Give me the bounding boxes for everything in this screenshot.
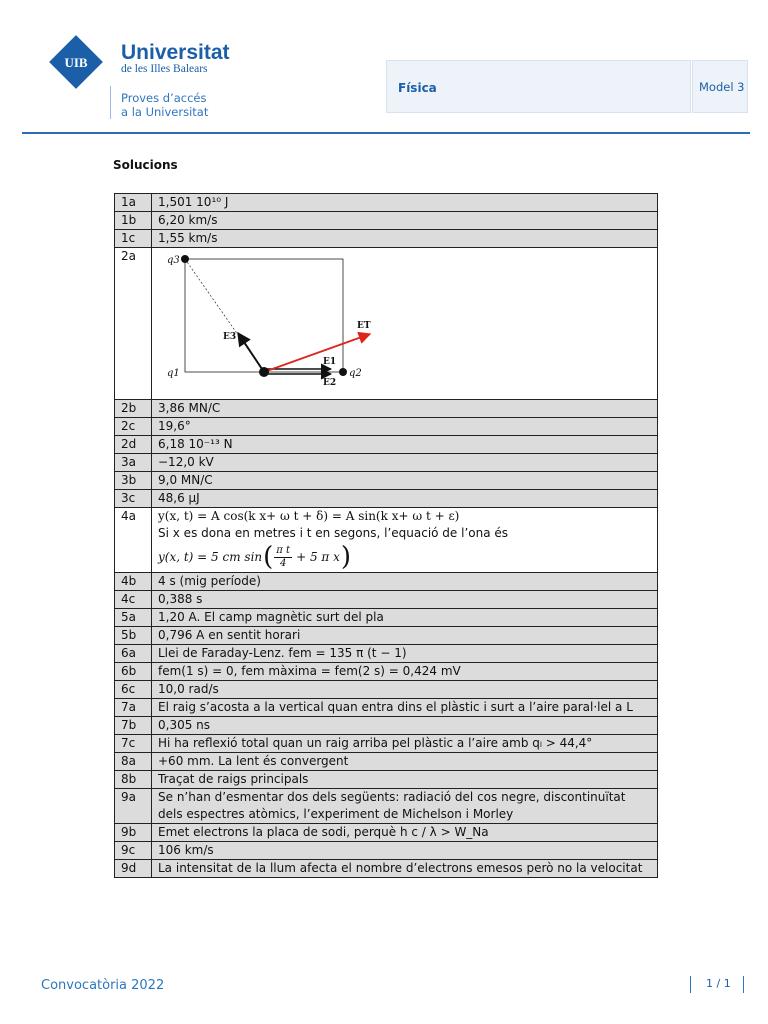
- question-number: 9d: [115, 860, 152, 878]
- answer-value: 6,18 10⁻¹³ N: [152, 436, 658, 454]
- answer-4a-line-2: Si x es dona en metres i t en segons, l’equació de l’ona és: [158, 526, 509, 540]
- table-row: [115, 230, 658, 248]
- answer-value: Se n’han d’esmentar dos dels següents: radiació del cos negre, discontinuïtat dels espectres atòmics, l’experiment de Michelson i Morley: [152, 789, 658, 824]
- question-number: 7a: [115, 699, 152, 717]
- answer-value: 9,0 MN/C: [152, 472, 658, 490]
- eq-paren-close: ): [340, 542, 352, 572]
- answer-value: −12,0 kV: [152, 454, 658, 472]
- question-number: 8a: [115, 753, 152, 771]
- charge-q3: [181, 255, 189, 263]
- label-q3: q3: [167, 255, 180, 266]
- label-e3: E3: [223, 332, 237, 342]
- eq-paren-open: (: [263, 542, 274, 572]
- table-row: [115, 609, 658, 627]
- label-e2: E2: [323, 378, 337, 388]
- answer-value: 0,305 ns: [152, 717, 658, 735]
- footer-divider-right: [743, 976, 744, 993]
- eq-tail: + 5 π x: [296, 549, 340, 564]
- question-number: 8b: [115, 771, 152, 789]
- question-number: 9b: [115, 824, 152, 842]
- table-row: [115, 735, 658, 753]
- table-row: [115, 212, 658, 230]
- table-row: [115, 789, 658, 824]
- answer-value: 1,55 km/s: [152, 230, 658, 248]
- question-number: 9a: [115, 789, 152, 824]
- model-box: [692, 60, 748, 113]
- question-number: 9c: [115, 842, 152, 860]
- answer-equation-cell: [152, 508, 658, 573]
- eq-fraction: [274, 545, 292, 570]
- question-number: 3c: [115, 490, 152, 508]
- table-row: [115, 573, 658, 591]
- table-row: [115, 645, 658, 663]
- answer-value: 48,6 μJ: [152, 490, 658, 508]
- e3-vector: [238, 333, 264, 372]
- answer-value: 10,0 rad/s: [152, 681, 658, 699]
- question-number: 1a: [115, 194, 152, 212]
- label-q1: q1: [167, 368, 180, 379]
- answer-value: +60 mm. La lent és convergent: [152, 753, 658, 771]
- field-diagram: [158, 248, 388, 399]
- solutions-table: [114, 193, 658, 878]
- university-subtitle: de les Illes Balears: [121, 63, 208, 75]
- table-row: [115, 508, 658, 573]
- table-row: [115, 753, 658, 771]
- question-number: 2d: [115, 436, 152, 454]
- table-row: [115, 824, 658, 842]
- answer-figure-cell: [152, 248, 658, 400]
- answer-value: fem(1 s) = 0, fem màxima = fem(2 s) = 0,424 mV: [152, 663, 658, 681]
- uib-logo-text: UIB: [64, 55, 88, 70]
- uib-logo: [48, 34, 104, 90]
- question-number: 6a: [115, 645, 152, 663]
- eq-frac-den: 4: [280, 557, 287, 569]
- table-row: [115, 627, 658, 645]
- question-number: 4a: [115, 508, 152, 573]
- label-q2: q2: [349, 368, 362, 379]
- answer-value: 1,20 A. El camp magnètic surt del pla: [152, 609, 658, 627]
- answer-value: 0,388 s: [152, 591, 658, 609]
- answer-value: 106 km/s: [152, 842, 658, 860]
- answer-value: 19,6°: [152, 418, 658, 436]
- footer-divider-left: [690, 976, 691, 993]
- question-number: 7c: [115, 735, 152, 753]
- label-et: ET: [357, 321, 371, 331]
- proves-label: [121, 91, 208, 119]
- et-vector: [264, 334, 370, 372]
- answer-value: 3,86 MN/C: [152, 400, 658, 418]
- answer-value: Hi ha reflexió total quan un raig arriba pel plàstic a l’aire amb qₗ > 44,4°: [152, 735, 658, 753]
- eq-frac-num: π t: [276, 544, 291, 556]
- question-number: 5a: [115, 609, 152, 627]
- header-rule: [22, 132, 750, 134]
- question-number: 4c: [115, 591, 152, 609]
- answer-value: La intensitat de la llum afecta el nombre d’electrons emesos però no la velocitat: [152, 860, 658, 878]
- answer-value: Emet electrons la placa de sodi, perquè h c / λ > W_Na: [152, 824, 658, 842]
- header-divider: [110, 86, 111, 119]
- model-label: Model 3: [699, 80, 745, 94]
- question-number: 1b: [115, 212, 152, 230]
- answer-value: 4 s (mig període): [152, 573, 658, 591]
- table-row: [115, 436, 658, 454]
- question-number: 5b: [115, 627, 152, 645]
- table-row: [115, 248, 658, 400]
- session-label: Convocatòria 2022: [41, 978, 165, 993]
- table-row: [115, 400, 658, 418]
- answer-value: El raig s’acosta a la vertical quan entra dins el plàstic i surt a l’aire paral·lel a L: [152, 699, 658, 717]
- table-row: [115, 194, 658, 212]
- subject-box: [386, 60, 691, 113]
- question-number: 7b: [115, 717, 152, 735]
- table-row: [115, 663, 658, 681]
- question-number: 2b: [115, 400, 152, 418]
- answer-4a-line-1: y(x, t) = A cos(k x+ ω t + δ) = A sin(k x+ ω t + ε): [158, 509, 460, 523]
- charge-q2: [339, 368, 347, 376]
- proves-line-2: a la Universitat: [121, 105, 209, 119]
- table-row: [115, 472, 658, 490]
- table-row: [115, 771, 658, 789]
- answer-4a-equation: [158, 542, 651, 572]
- proves-line-1: Proves d’accés: [121, 91, 207, 105]
- answer-value: 0,796 A en sentit horari: [152, 627, 658, 645]
- question-number: 1c: [115, 230, 152, 248]
- answer-value: 1,501 10¹⁰ J: [152, 194, 658, 212]
- field-point: [259, 367, 269, 377]
- table-row: [115, 591, 658, 609]
- question-number: 6b: [115, 663, 152, 681]
- label-e1: E1: [323, 357, 337, 367]
- table-row: [115, 454, 658, 472]
- question-number: 2c: [115, 418, 152, 436]
- answer-value: Traçat de raigs principals: [152, 771, 658, 789]
- answer-value: 6,20 km/s: [152, 212, 658, 230]
- table-row: [115, 699, 658, 717]
- table-row: [115, 717, 658, 735]
- eq-lhs: y(x, t) = 5 cm sin: [158, 549, 263, 564]
- question-number: 4b: [115, 573, 152, 591]
- table-row: [115, 860, 658, 878]
- subject-label: Física: [398, 81, 437, 95]
- table-row: [115, 418, 658, 436]
- table-row: [115, 842, 658, 860]
- table-row: [115, 681, 658, 699]
- question-number: 2a: [115, 248, 152, 400]
- question-number: 6c: [115, 681, 152, 699]
- question-number: 3b: [115, 472, 152, 490]
- charge-square: [185, 259, 343, 372]
- question-number: 3a: [115, 454, 152, 472]
- page-title: Solucions: [113, 158, 178, 172]
- university-name: Universitat: [121, 41, 230, 64]
- page-number: 1 / 1: [706, 977, 731, 990]
- figure-2a: [158, 248, 651, 399]
- table-row: [115, 490, 658, 508]
- answer-value: Llei de Faraday-Lenz. fem = 135 π (t − 1): [152, 645, 658, 663]
